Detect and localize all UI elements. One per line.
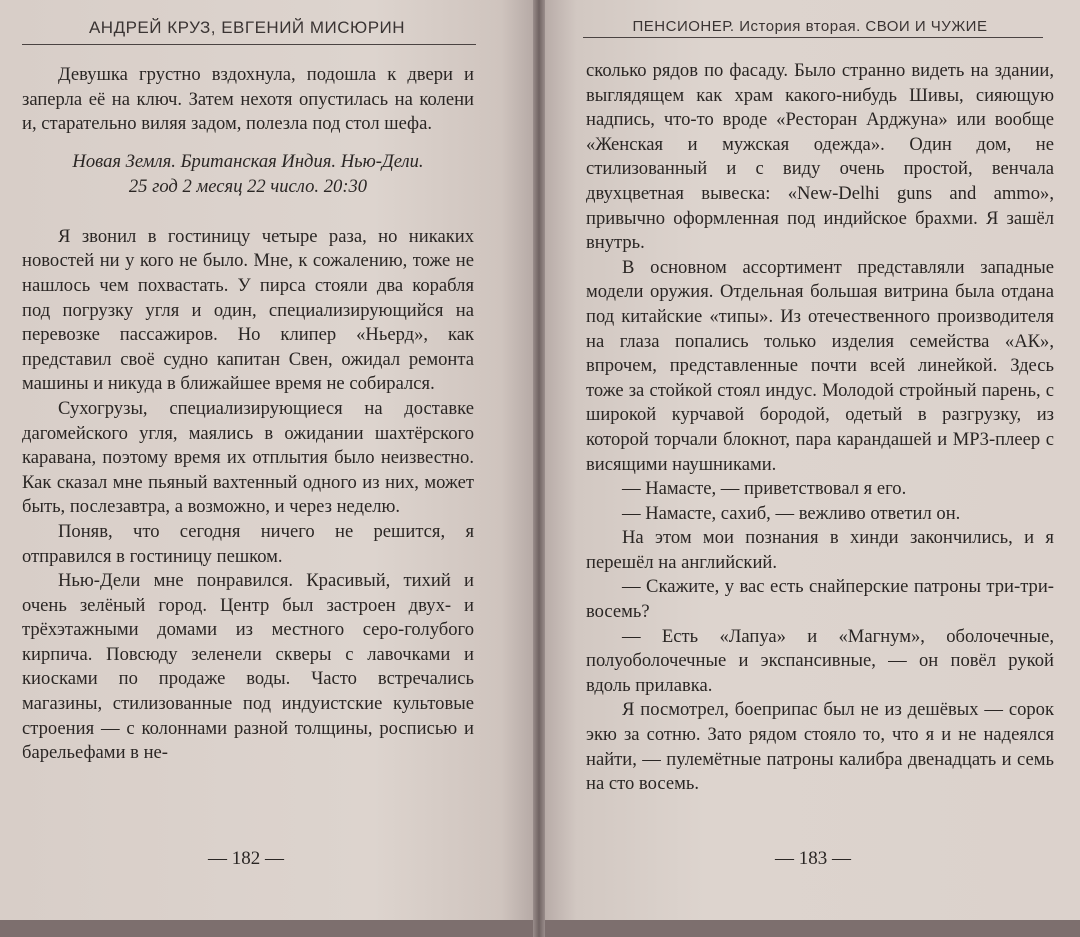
paragraph: сколько рядов по фасаду. Было странно видеть на здании, выглядящем как храм какого-нибудь Шивы, сияющую надпись, что-то вроде «Ресторан Арджуна» или вообще «Женская и мужская одежда». Один дом, не стилизованный и с виду очень простой, венчала двухцветная вывеска: «New-Delhi guns and ammo», привычно оформленная под индийское брахми. Я зашёл внутрь. xyxy=(586,60,1054,254)
subheading-line-1: Новая Земля. Британская Индия. Нью-Дели. xyxy=(72,150,424,172)
running-header-left: АНДРЕЙ КРУЗ, ЕВГЕНИЙ МИСЮРИН xyxy=(88,18,406,37)
subheading-line-2: 25 год 2 месяц 22 число. 20:30 xyxy=(128,175,368,197)
header-rule-right xyxy=(583,37,1043,38)
dialogue-line: — Намасте, сахиб, — вежливо ответил он. xyxy=(622,502,961,524)
right-page xyxy=(545,0,1080,920)
page-number-left: — 182 — xyxy=(208,848,284,869)
left-page xyxy=(0,0,533,920)
right-page-body xyxy=(586,59,1054,797)
section-subheading xyxy=(22,149,474,199)
paragraph: На этом мои познания в хинди закончились, и я перешёл на английский. xyxy=(586,527,1054,573)
left-page-body xyxy=(22,63,474,766)
header-rule-left xyxy=(22,44,476,45)
running-header-right: ПЕНСИОНЕР. История вторая. СВОИ И ЧУЖИЕ xyxy=(632,18,988,35)
dialogue-line: — Скажите, у вас есть снайперские патроны три-три-восемь? xyxy=(586,576,1054,623)
paragraph: Я посмотрел, боеприпас был не из дешёвых — сорок экю за сотню. Зато рядом стояло то, что я и не надеялся найти, — пулемётные патроны калибра двенадцать и семь на сто восемь. xyxy=(586,699,1054,795)
paragraph: Нью-Дели мне понравился. Красивый, тихий и очень зелёный город. Центр был застроен двух- и трёхэтажными домами из местного серо-голубого кирпича. Повсюду зеленели скверы с лавочками и киосками по продаже воды. Часто встречались магазины, стилизованные под индуистские культовые строения — с колоннами разной толщины, росписью и барельефами в не- xyxy=(22,570,474,764)
paragraph: Поняв, что сегодня ничего не решится, я отправился в гостиницу пешком. xyxy=(22,520,474,567)
dialogue-line: — Есть «Лапуа» и «Магнум», оболочечные, полуоболочечные и экспансивные, — он повёл рукой вдоль прилавка. xyxy=(586,625,1054,696)
book-gutter xyxy=(533,0,545,937)
paragraph: Сухогрузы, специализирующиеся на доставке дагомейского угля, маялись в ожидании шахтёрского каравана, поэтому время их отплытия было неизвестно. Как сказал мне пьяный вахтенный одного из них, может быть, послезавтра, а возможно, и через неделю. xyxy=(22,397,474,518)
paragraph: Девушка грустно вздохнула, подошла к двери и заперла её на ключ. Затем нехотя опустилась на колени и, старательно виляя задом, полезла под стол шефа. xyxy=(22,64,474,135)
page-number-right: — 183 — xyxy=(775,848,851,869)
paragraph: В основном ассортимент представляли западные модели оружия. Отдельная большая витрина была отдана под китайские «типы». Из отечественного производителя на глаза попались только изделия семейства «АК», впрочем, представленные почти всей линейкой. Здесь тоже за стойкой стоял индус. Молодой стройный парень, с широкой курчавой бородой, одетый в разгрузку, из которой торчали блокнот, пара карандашей и МР3-плеер с висящими наушниками. xyxy=(586,256,1054,475)
dialogue-line: — Намасте, — приветствовал я его. xyxy=(622,478,907,500)
paragraph: Я звонил в гостиницу четыре раза, но никаких новостей ни у кого не было. Мне, к сожалению, тоже не нашлось чем похвастать. У пирса стояли два корабля под погрузку угля и один, специализирующийся на перевозке пассажиров. Но клипер «Ньерд», как представил своё судно капитан Свен, ожидал ремонта машины и никуда в ближайшее время не собирался. xyxy=(22,225,474,395)
